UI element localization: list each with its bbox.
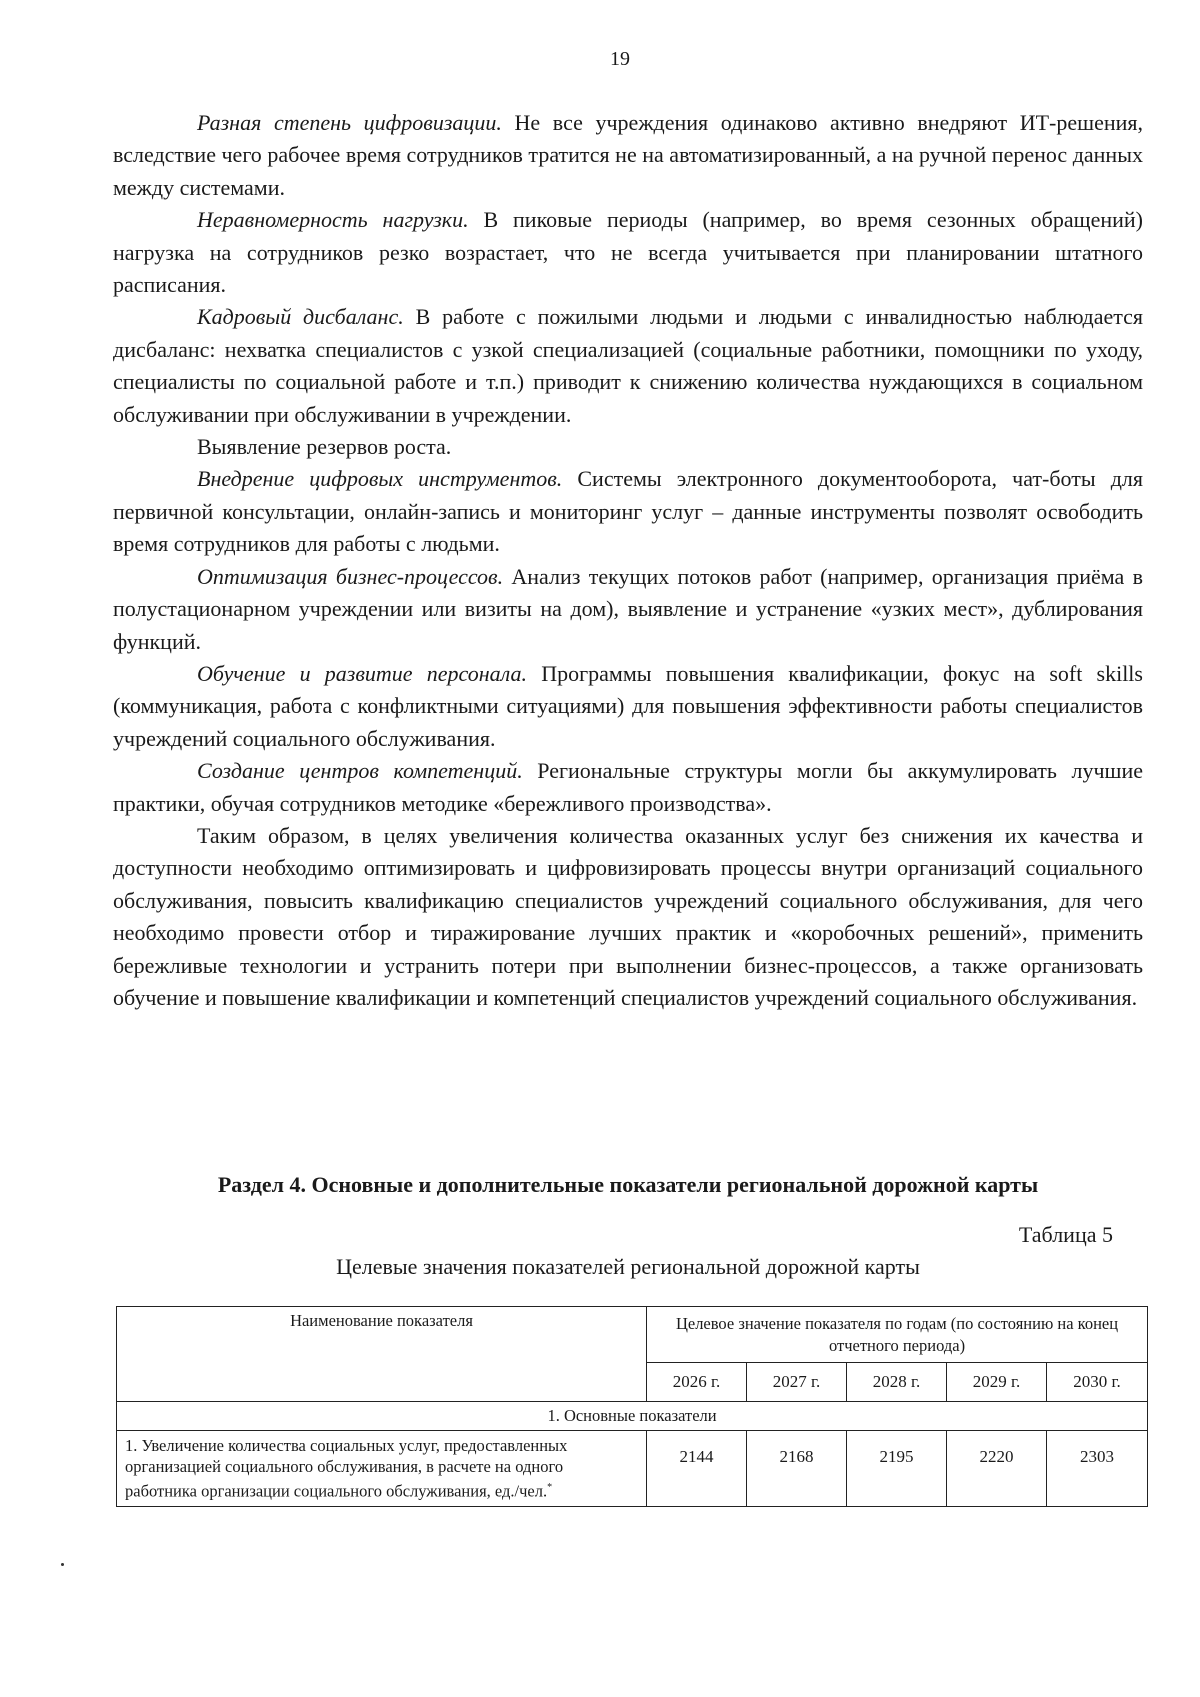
paragraph [113,204,1143,301]
column-header-name: Наименование показателя [117,1307,647,1402]
table-caption: Целевые значения показателей региональной дорожной карты [336,1254,920,1279]
paragraph-lead: Оптимизация бизнес-процессов. [197,563,504,589]
paragraph-text: Таким образом, в целях увеличения количества оказанных услуг без снижения их качества и доступности необходимо оптимизировать и цифровизировать процессы внутри организаций социального обслуживания, повысить квалификацию специалистов учреждений социального обслуживания, для чего необходимо провести отбор и тиражирование лучших практик и «коробочных решений», применить бережливые технологии и устранить потери при выполнении бизнес-процессов, а также организовать обучение и повышение квалификации и компетенций специалистов учреждений социального обслуживания. [113,822,1143,1010]
paragraph-lead: Кадровый дисбаланс. [197,304,404,330]
table-label: Таблица 5 [1018,1222,1113,1247]
paragraph-text: Анализ текущих потоков работ (например, организация приёма в полустационарном учреждении или визиты на дом), выявление и устранение «узких мест», дублирования функций. [113,563,1143,654]
paragraph [113,561,1143,658]
paragraph-lead: Неравномерность нагрузки. [197,207,469,233]
paragraph-lead: Обучение и развитие персонала. [197,660,528,686]
paragraph [113,301,1143,431]
paragraph-lead: Разная степень цифровизации. [197,110,502,135]
year-header: 2029 г. [947,1363,1047,1402]
paragraph-lead: Создание центров компетенций. [197,758,523,784]
section-heading: Раздел 4. Основные и дополнительные показатели региональной дорожной карты [217,1172,1039,1197]
table-subheader: 1. Основные показатели [117,1402,1148,1431]
paragraph [113,755,1143,820]
table-row [117,1431,1148,1507]
footnote-mark: * [547,1482,553,1493]
table-subheader-row [117,1402,1148,1431]
paragraph [113,820,1143,1014]
page-number: 19 [610,48,630,70]
paragraph-text: Не все учреждения одинаково активно внедряют ИТ-решения, вследствие чего рабочее время сотрудников тратится не на автоматизированный, а на ручной перенос данных между системами. [113,110,1143,200]
indicators-table [116,1306,1148,1507]
indicator-name-cell [117,1431,647,1507]
paragraph [113,431,1143,463]
body-text [113,107,1143,1014]
year-header: 2026 г. [647,1363,747,1402]
paragraph [113,658,1143,755]
year-header: 2027 г. [747,1363,847,1402]
paragraph-text: В пиковые периоды (например, во время сезонных обращений) нагрузка на сотрудников резко возрастает, что не всегда учитывается при планировании штатного расписания. [113,207,1143,298]
paragraph-text: Выявление резервов роста. [197,434,452,460]
scan-speck [61,1563,64,1566]
indicator-value: 2168 [747,1431,847,1507]
paragraph-text: В работе с пожилыми людьми и людьми с инвалидностью наблюдается дисбаланс: нехватка специалистов с узкой специализацией (социальные работники, помощники по уходу, специалисты по социальной работе и т.п.) приводит к снижению количества нуждающихся в социальном обслуживании при обслуживании в учреждении. [113,304,1143,427]
paragraph-text: Региональные структуры могли бы аккумулировать лучшие практики, обучая сотрудников методике «бережливого производства». [113,758,1143,816]
column-header-target: Целевое значение показателя по годам (по состоянию на конец отчетного периода) [647,1307,1148,1363]
paragraph [113,107,1143,204]
indicator-value: 2303 [1047,1431,1148,1507]
year-header: 2028 г. [847,1363,947,1402]
table-header-row [117,1307,1148,1363]
paragraph [113,463,1143,560]
paragraph-text: Программы повышения квалификации, фокус на soft skills (коммуникация, работа с конфликтными ситуациями) для повышения эффективности работы специалистов учреждений социального обслуживания. [113,660,1143,751]
indicator-name: 1. Увеличение количества социальных услуг, предоставленных организацией социального обслуживания, в расчете на одного работника организации социального обслуживания, ед./чел. [125,1436,568,1501]
paragraph-lead: Внедрение цифровых инструментов. [197,466,563,492]
indicator-value: 2220 [947,1431,1047,1507]
indicator-value: 2195 [847,1431,947,1507]
paragraph-text: Системы электронного документооборота, чат-боты для первичной консультации, онлайн-запись и мониторинг услуг – данные инструменты позволят освободить время сотрудников для работы с людьми. [113,466,1144,557]
indicator-value: 2144 [647,1431,747,1507]
year-header: 2030 г. [1047,1363,1148,1402]
